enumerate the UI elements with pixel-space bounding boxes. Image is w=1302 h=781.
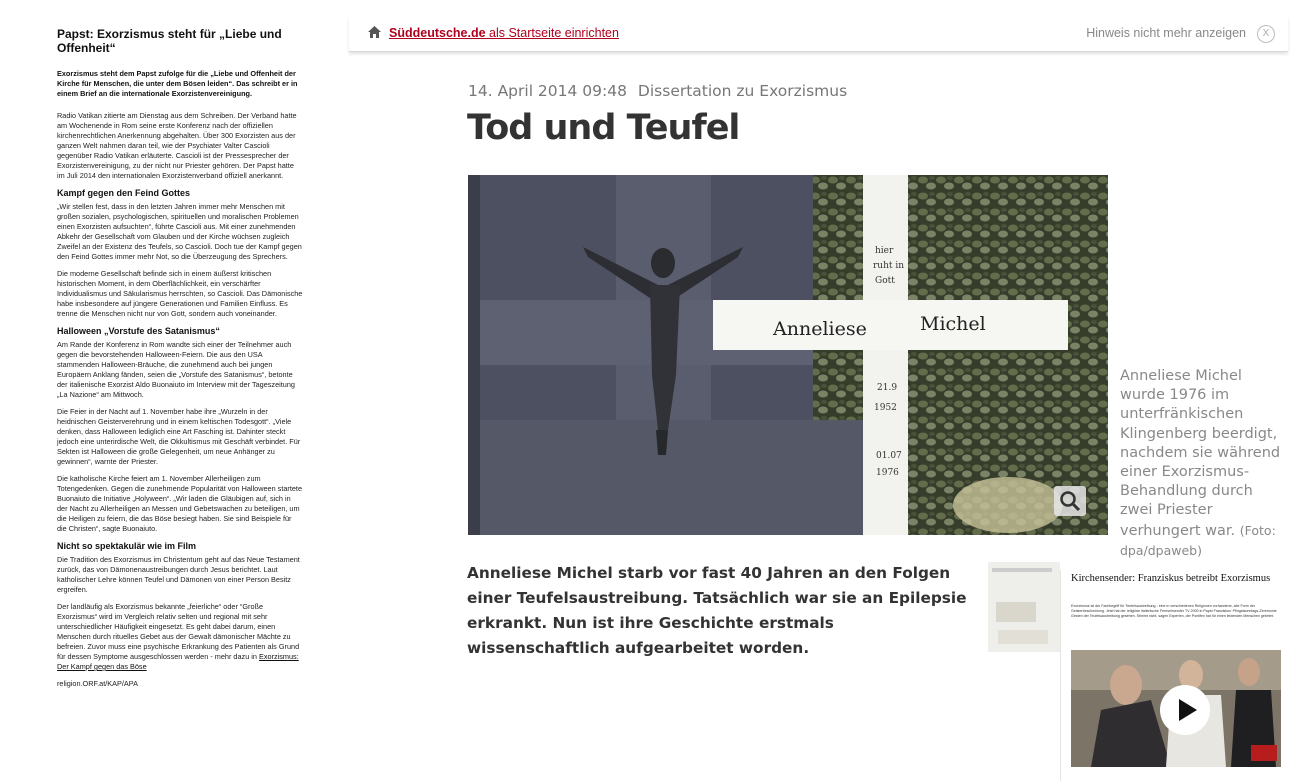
photo-credit: (Foto: dpa/dpaweb) [1120,522,1276,558]
article-kicker: Dissertation zu Exorzismus [637,82,848,100]
left-paragraph: Die katholische Kirche feiert am 1. November Allerheiligen zum Totengedenken. Gegen die zunehmende Popularität von Halloween startete Buonaiuto die Initiative „Holyween“. „Wir laden die Gläubigen auf, sich in der Nacht zu Allerheiligen an Messen und Gebetswachen zu beteiligen, um die Heiligen zu feiern, die das Böse besiegt haben. Sie sind Beispiele für die Christen“, sagte Buonaiuto. [57,474,303,533]
play-button[interactable] [1160,685,1210,735]
svg-text:1976: 1976 [876,468,899,478]
left-article-lead: Exorzismus steht dem Papst zufolge für die „Liebe und Offenheit der Kirche für Menschen, die unter dem Bösen leiden“. Das schreibt er in einem Brief an die internationale Exorzistenvereinigung. [57,69,298,98]
left-paragraph: Die Tradition des Exorzismus im Christentum geht auf das Neue Testament zurück, das von Dämonenaustreibungen durch Jesus berichtet. Laut katholischer Lehre können Teufel und Dämonen von einer Person Besitz ergreifen. [57,555,300,594]
related-thumbnail[interactable] [988,562,1060,652]
left-paragraph: Die moderne Gesellschaft befinde sich in einem äußerst kritischen historischen Moment, in dem Oberflächlichkeit, ein verschärfter Individualismus und Säkularismus herrschten, so Cascioli. Das Dämonische habe insbesondere auf jüngere Generationen und Familien Einfluss. Es trenne die Menschen nicht nur von Gott, sondern auch voneinander. [57,269,303,318]
left-subheading: Nicht so spektakulär wie im Film [57,541,197,551]
svg-text:Gott: Gott [875,276,895,286]
svg-text:21.9: 21.9 [877,383,898,393]
grave-cross-image [468,175,1108,535]
svg-text:01.07: 01.07 [876,451,902,461]
left-paragraph-text: Der landläufig als Exorzismus bekannte „feierliche“ oder “Große Exorzismus“ wird im Vergleich relativ selten und regional mit sehr unterschiedlicher Häufigkeit eingesetzt. Es geht dabei darum, einen Menschen durch rituelles Gebet aus der Gewalt dämonischer Mächte zu befreien. Zuvor muss eine psychische Erkrankung des Patienten als Grund für dessen Symptome ausgeschlossen werden - mehr dazu in [57,602,300,661]
left-article [57,27,303,696]
photo-caption [1120,367,1285,561]
homepage-notice-bar [349,17,1288,52]
magnifier-icon [1054,486,1086,516]
left-subheading: Halloween „Vorstufe des Satanismus“ [57,326,220,336]
photo-caption-text: Anneliese Michel wurde 1976 im unterfränkischen Klingenberg beerdigt, nachdem sie während einer Exorzismus-Behandlung durch zwei Priester verhungert war. [1120,368,1281,539]
left-article-link[interactable]: Exorzismus: Der Kampf gegen das Böse [57,652,299,671]
left-paragraph [57,602,303,672]
dismiss-notice-link[interactable]: Hinweis nicht mehr anzeigen [1086,26,1246,40]
related-video-widget[interactable] [1060,570,1289,781]
set-homepage-link[interactable] [389,26,619,40]
set-homepage-text: als Startseite einrichten [485,26,619,40]
article-teaser: Anneliese Michel starb vor fast 40 Jahren an den Folgen einer Teufelsaustreibung. Tatsächlich war sie an Epilepsie erkrankt. Nun ist ihre Geschichte erstmals wissenschaftlich aufgearbeitet worden. [467,564,967,657]
left-paragraph: Radio Vatikan zitierte am Dienstag aus dem Schreiben. Der Verband hatte am Wochenende in Rom seine erste Konferenz nach der offiziellen kirchenrechtlichen Anerkennung abgehalten. Über 300 Exorzisten aus der ganzen Welt nahmen daran teil, wie der Psychiater Valter Cascioli gegenüber Radio Vatikan erläuterte. Cascioli ist der Pressesprecher der Exorzistenvereinigung, zu der nicht nur Priester gehören. Der Papst hatte im Juli 2014 den internationalen Exorzistenverband offiziell anerkannt. [57,111,297,180]
related-title[interactable]: Kirchensender: Franziskus betreibt Exorzismus [1071,573,1271,584]
related-text: Exorzismus ist der Fachbegriff für Teufelsaustreibung - eine in verschiedenen Religionen vorhandene, alte Form der Geisterbeschwörung. Jetzt hat der religiöse italienische Fernsehsender TV 2000 in Papst Franziskus' Pfingstsonntags-Zeremonie Gesten der Teufelsaustreibung gesehen. Stimmt nicht, sagen Experten, der Pontifex hat für einen leidenden Menschen gebetet. [1071,604,1277,618]
svg-text:ruht in: ruht in [873,261,905,271]
cross-name-text-2: Michel [920,313,986,335]
related-video[interactable] [1071,650,1281,767]
article-photo[interactable] [468,175,1108,535]
left-article-source: religion.ORF.at/KAP/APA [57,679,138,688]
article-dateline [468,82,847,100]
article-date: 14. April 2014 09:48 [468,82,627,100]
left-paragraph: Die Feier in der Nacht auf 1. November habe ihre „Wurzeln in der heidnischen Geisterverehrung und in einem keltischen Todesgott“. „Viele denken, dass Halloween lediglich eine Art Fasching ist. Dahinter steckt jedoch eine unterirdische Welt, die Okkultismus mit Geschäft verbindet. Für Sekten ist Halloween die große Gelegenheit, um neue Anhänger zu gewinnen“, warnte der Priester. [57,407,301,466]
svg-text:1952: 1952 [874,403,897,413]
brand-name: Süddeutsche.de [389,26,486,40]
left-paragraph: Am Rande der Konferenz in Rom wandte sich einer der Teilnehmer auch gegen die bevorstehenden Halloween-Feiern. Die aus den USA stammenden Halloween-Bräuche, die zunehmend auch bei jungen Europäern Anklang fänden, seien die „Vorstufe des Satanismus“, betonte der italienische Exorzist Aldo Buonaiuto im Interview mit der Tageszeitung „La Nazione“ am Mittwoch. [57,340,295,399]
svg-text:hier: hier [875,246,894,256]
left-subheading: Kampf gegen den Feind Gottes [57,188,191,198]
left-article-title: Papst: Exorzismus steht für „Liebe und Offenheit“ [57,27,282,55]
home-icon [367,25,382,39]
close-icon[interactable]: X [1257,25,1275,43]
zoom-button[interactable] [1054,486,1086,516]
article-title: Tod und Teufel [467,108,740,148]
cross-name-text-1: Anneliese [773,318,867,340]
left-paragraph: „Wir stellen fest, dass in den letzten Jahren immer mehr Menschen mit großen sozialen, psychologischen, spirituellen und moralischen Problemen einen Exorzisten aufsuchten“, führte Cascioli aus. Mit einer zunehmenden Abkehr der Gesellschaft vom Glauben und der Kirche wüchsen zugleich Zweifel an der Existenz des Teufels, so Cascioli. Doch tue der Kampf gegen den Feind Gottes immer mehr Not, so die Überzeugung des Sprechers. [57,202,302,261]
